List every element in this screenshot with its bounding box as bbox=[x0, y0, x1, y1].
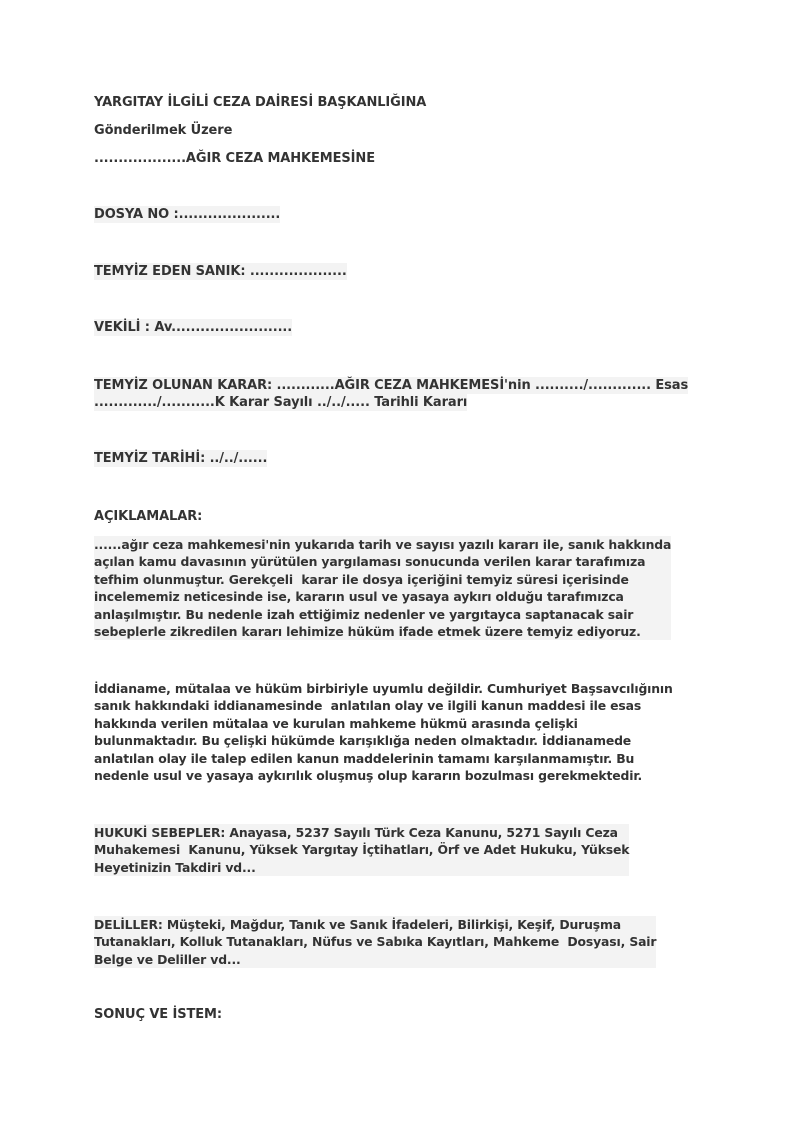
explanation-paragraph-2: İddianame, mütalaa ve hüküm birbiriyle uyumlu değildir. Cumhuriyet Başsavcılığının sanık hakkındaki iddianamesinde anlatılan olay ve ilgili kanun maddesi ile esas hakkında verilen mütalaa ve kurulan mahkeme hükmü arasında çelişki bulunmaktadır. Bu çelişki hükümde karışıklığa neden olmaktadır. İddianamede anlatılan olay ile talep edilen kanun maddelerinin tamamı karşılanmamıştır. Bu nedenle usul ve yasaya aykırılık oluşmuş olup kararın bozulması gerekmektedir. bbox=[94, 681, 673, 784]
conclusion-heading: SONUÇ VE İSTEM: bbox=[94, 1007, 222, 1022]
legal-reasons: HUKUKİ SEBEPLER: Anayasa, 5237 Sayılı Türk Ceza Kanunu, 5271 Sayılı Ceza Muhakemesi Kanunu, Yüksek Yargıtay İçtihatları, Örf ve Adet Hukuku, Yüksek Heyetinizin Takdiri vd... bbox=[94, 825, 630, 875]
send-note: Gönderilmek Üzere bbox=[94, 123, 233, 138]
appealed-decision-line2: ............./...........K Karar Sayılı ../../..... Tarihli Kararı bbox=[94, 395, 468, 410]
appeal-date-field: TEMYİZ TARİHİ: ../../...... bbox=[94, 451, 268, 466]
addressee-heading: YARGITAY İLGİLİ CEZA DAİRESİ BAŞKANLIĞINA bbox=[94, 95, 427, 110]
appealed-decision-line1: TEMYİZ OLUNAN KARAR: ............AĞIR CEZA MAHKEMESİ'nin ........../............. Esas bbox=[94, 378, 689, 393]
explanation-paragraph-1: ......ağır ceza mahkemesi'nin yukarıda tarih ve sayısı yazılı kararı ile, sanık hakkında açılan kamu davasının yürütülen yargılaması sonucunda verilen karar tarafımıza tefhim olunmuştur. Gerekçeli karar ile dosya içeriğini temyiz süresi içerisinde incelememiz neticesinde ise, kararın usul ve yasaya aykırı olduğu tarafımızca anlaşılmıştır. Bu nedenle izah ettiğimiz nedenler ve yargıtayca saptanacak sair sebeplerle zikredilen kararı lehimize hüküm ifade etmek üzere temyiz ediyoruz. bbox=[94, 537, 672, 640]
appellant-field: TEMYİZ EDEN SANIK: .................... bbox=[94, 264, 347, 279]
court-name: ...................AĞIR CEZA MAHKEMESİNE bbox=[94, 151, 375, 166]
explanations-heading: AÇIKLAMALAR: bbox=[94, 509, 203, 524]
evidence-list: DELİLLER: Müşteki, Mağdur, Tanık ve Sanık İfadeleri, Bilirkişi, Keşif, Duruşma Tutanakları, Kolluk Tutanakları, Nüfus ve Sabıka Kayıtları, Mahkeme Dosyası, Sair Belge ve Deliller vd... bbox=[94, 917, 657, 967]
file-number-field: DOSYA NO :..................... bbox=[94, 207, 281, 222]
lawyer-field: VEKİLİ : Av......................... bbox=[94, 320, 293, 335]
